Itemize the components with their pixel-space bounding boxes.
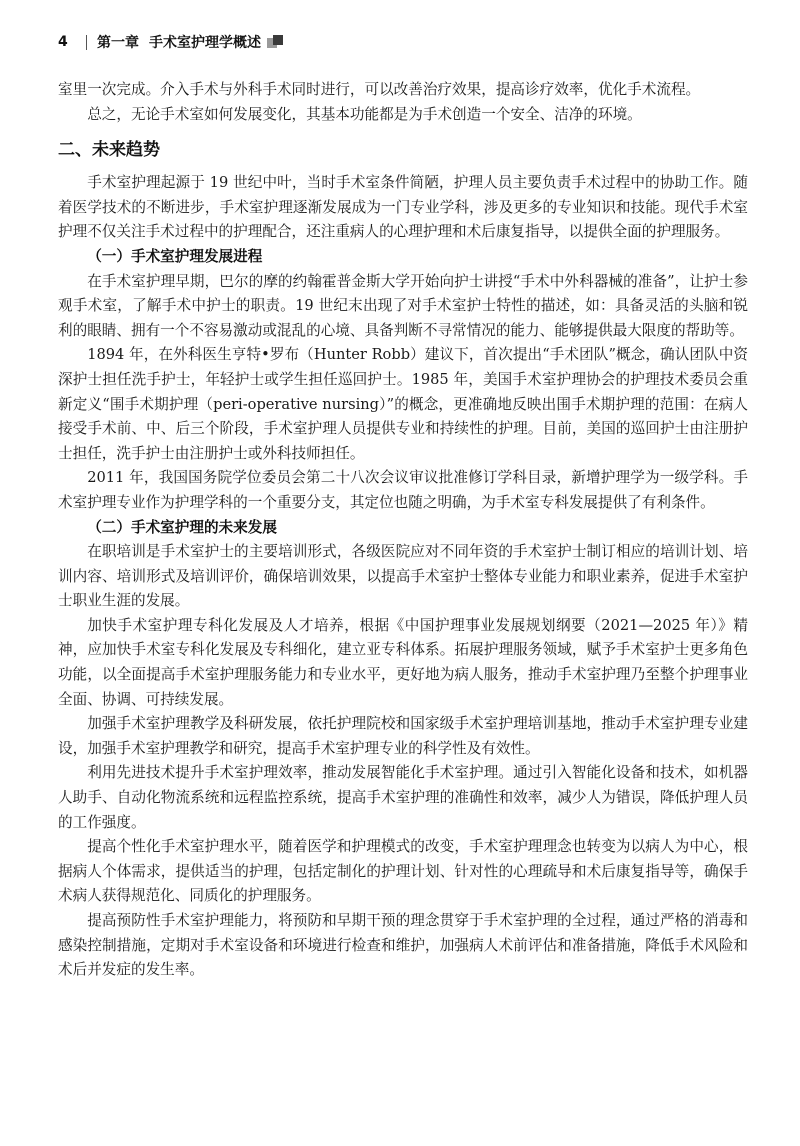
page-number: 4 xyxy=(58,34,68,50)
chapter-title: 手术室护理学概述 xyxy=(149,35,261,51)
section-heading: 二、未来趋势 xyxy=(58,140,160,161)
paragraph: 在手术室护理早期，巴尔的摩的约翰霍普金斯大学开始向护士讲授“手术中外科器械的准备”，让护士参观手术室，了解手术中护士的职责。19 世纪末出现了对手术室护士特性的描述，如：具备灵活的头脑和锐利的眼睛、拥有一个不容易激动或混乱的心境、具备判断不寻常情况的能力、能够提供最大限度的帮助等。 xyxy=(58,272,748,339)
paragraph: 利用先进技术提升手术室护理效率，推动发展智能化手术室护理。通过引入智能化设备和技术，如机器人助手、自动化物流系统和远程监控系统，提高手术室护理的准确性和效率，减少人为错误，降低护理人员的工作强度。 xyxy=(58,764,748,831)
paragraph: 手术室护理起源于 19 世纪中叶，当时手术室条件简陋，护理人员主要负责手术过程中的协助工作。随着医学技术的不断进步，手术室护理逐渐发展成为一门专业学科，涉及更多的专业知识和技能。现代手术室护理不仅关注手术过程中的护理配合，还注重病人的心理护理和术后康复指导，以提供全面的护理服务。 xyxy=(58,174,748,241)
running-header xyxy=(58,31,285,53)
paragraph: 2011 年，我国国务院学位委员会第二十八次会议审议批准修订学科目录，新增护理学为一级学科。手术室护理专业作为护理学科的一个重要分支，其定位也随之明确，为手术室专科发展提供了有利条件。 xyxy=(58,469,748,511)
paragraph: 加强手术室护理教学及科研发展，依托护理院校和国家级手术室护理培训基地，推动手术室护理专业建设，加强手术室护理教学和研究，提高手术室护理专业的科学性及有效性。 xyxy=(58,715,748,757)
paragraph: 提高预防性手术室护理能力，将预防和早期干预的理念贯穿于手术室护理的全过程，通过严格的消毒和感染控制措施，定期对手术室设备和环境进行检查和维护，加强病人术前评估和准备措施，降低手术风险和术后并发症的发生率。 xyxy=(58,912,748,979)
paragraph: 室里一次完成。介入手术与外科手术同时进行，可以改善治疗效果，提高诊疗效率，优化手术流程。 xyxy=(58,81,701,98)
decorative-squares-icon xyxy=(267,35,285,49)
paragraph: 在职培训是手术室护士的主要培训形式，各级医院应对不同年资的手术室护士制订相应的培训计划、培训内容、培训形式及培训评价，确保培训效果，以提高手术室护士整体专业能力和职业素养，促进手术室护士职业生涯的发展。 xyxy=(58,543,748,610)
header-divider xyxy=(86,35,87,50)
chapter-label: 第一章 xyxy=(97,35,139,51)
subsection-heading: （二）手术室护理的未来发展 xyxy=(87,518,277,536)
body-text xyxy=(58,78,748,983)
paragraph: 加快手术室护理专科化发展及人才培养，根据《中国护理事业发展规划纲要（2021—2025 年）》精神，应加快手术室专科化发展及专科细化，建立亚专科体系。拓展护理服务领域，赋予手术室护士更多角色功能，以全面提高手术室护理服务能力和专业水平，更好地为病人服务，推动手术室护理乃至整个护理事业全面、协调、可持续发展。 xyxy=(58,616,748,708)
paragraph: 总之，无论手术室如何发展变化，其基本功能都是为手术创造一个安全、洁净的环境。 xyxy=(87,105,642,123)
paragraph: 提高个性化手术室护理水平，随着医学和护理模式的改变，手术室护理理念也转变为以病人为中心，根据病人个体需求，提供适当的护理，包括定制化的护理计划、针对性的心理疏导和术后康复指导等，确保手术病人获得规范化、同质化的护理服务。 xyxy=(58,838,748,905)
paragraph: 1894 年，在外科医生亨特•罗布（Hunter Robb）建议下，首次提出“手术团队”概念，确认团队中资深护士担任洗手护士，年轻护士或学生担任巡回护士。1985 年，美国手术室护理协会的护理技术委员会重新定义“围手术期护理（peri-operative nursing）”的概念，更准确地反映出围手术期护理的范围：在病人接受手术前、中、后三个阶段，手术室护理人员提供专业和持续性的护理。目前，美国的巡回护士由注册护士担任，洗手护士由注册护士或外科技师担任。 xyxy=(58,346,748,462)
subsection-heading: （一）手术室护理发展进程 xyxy=(87,247,263,265)
